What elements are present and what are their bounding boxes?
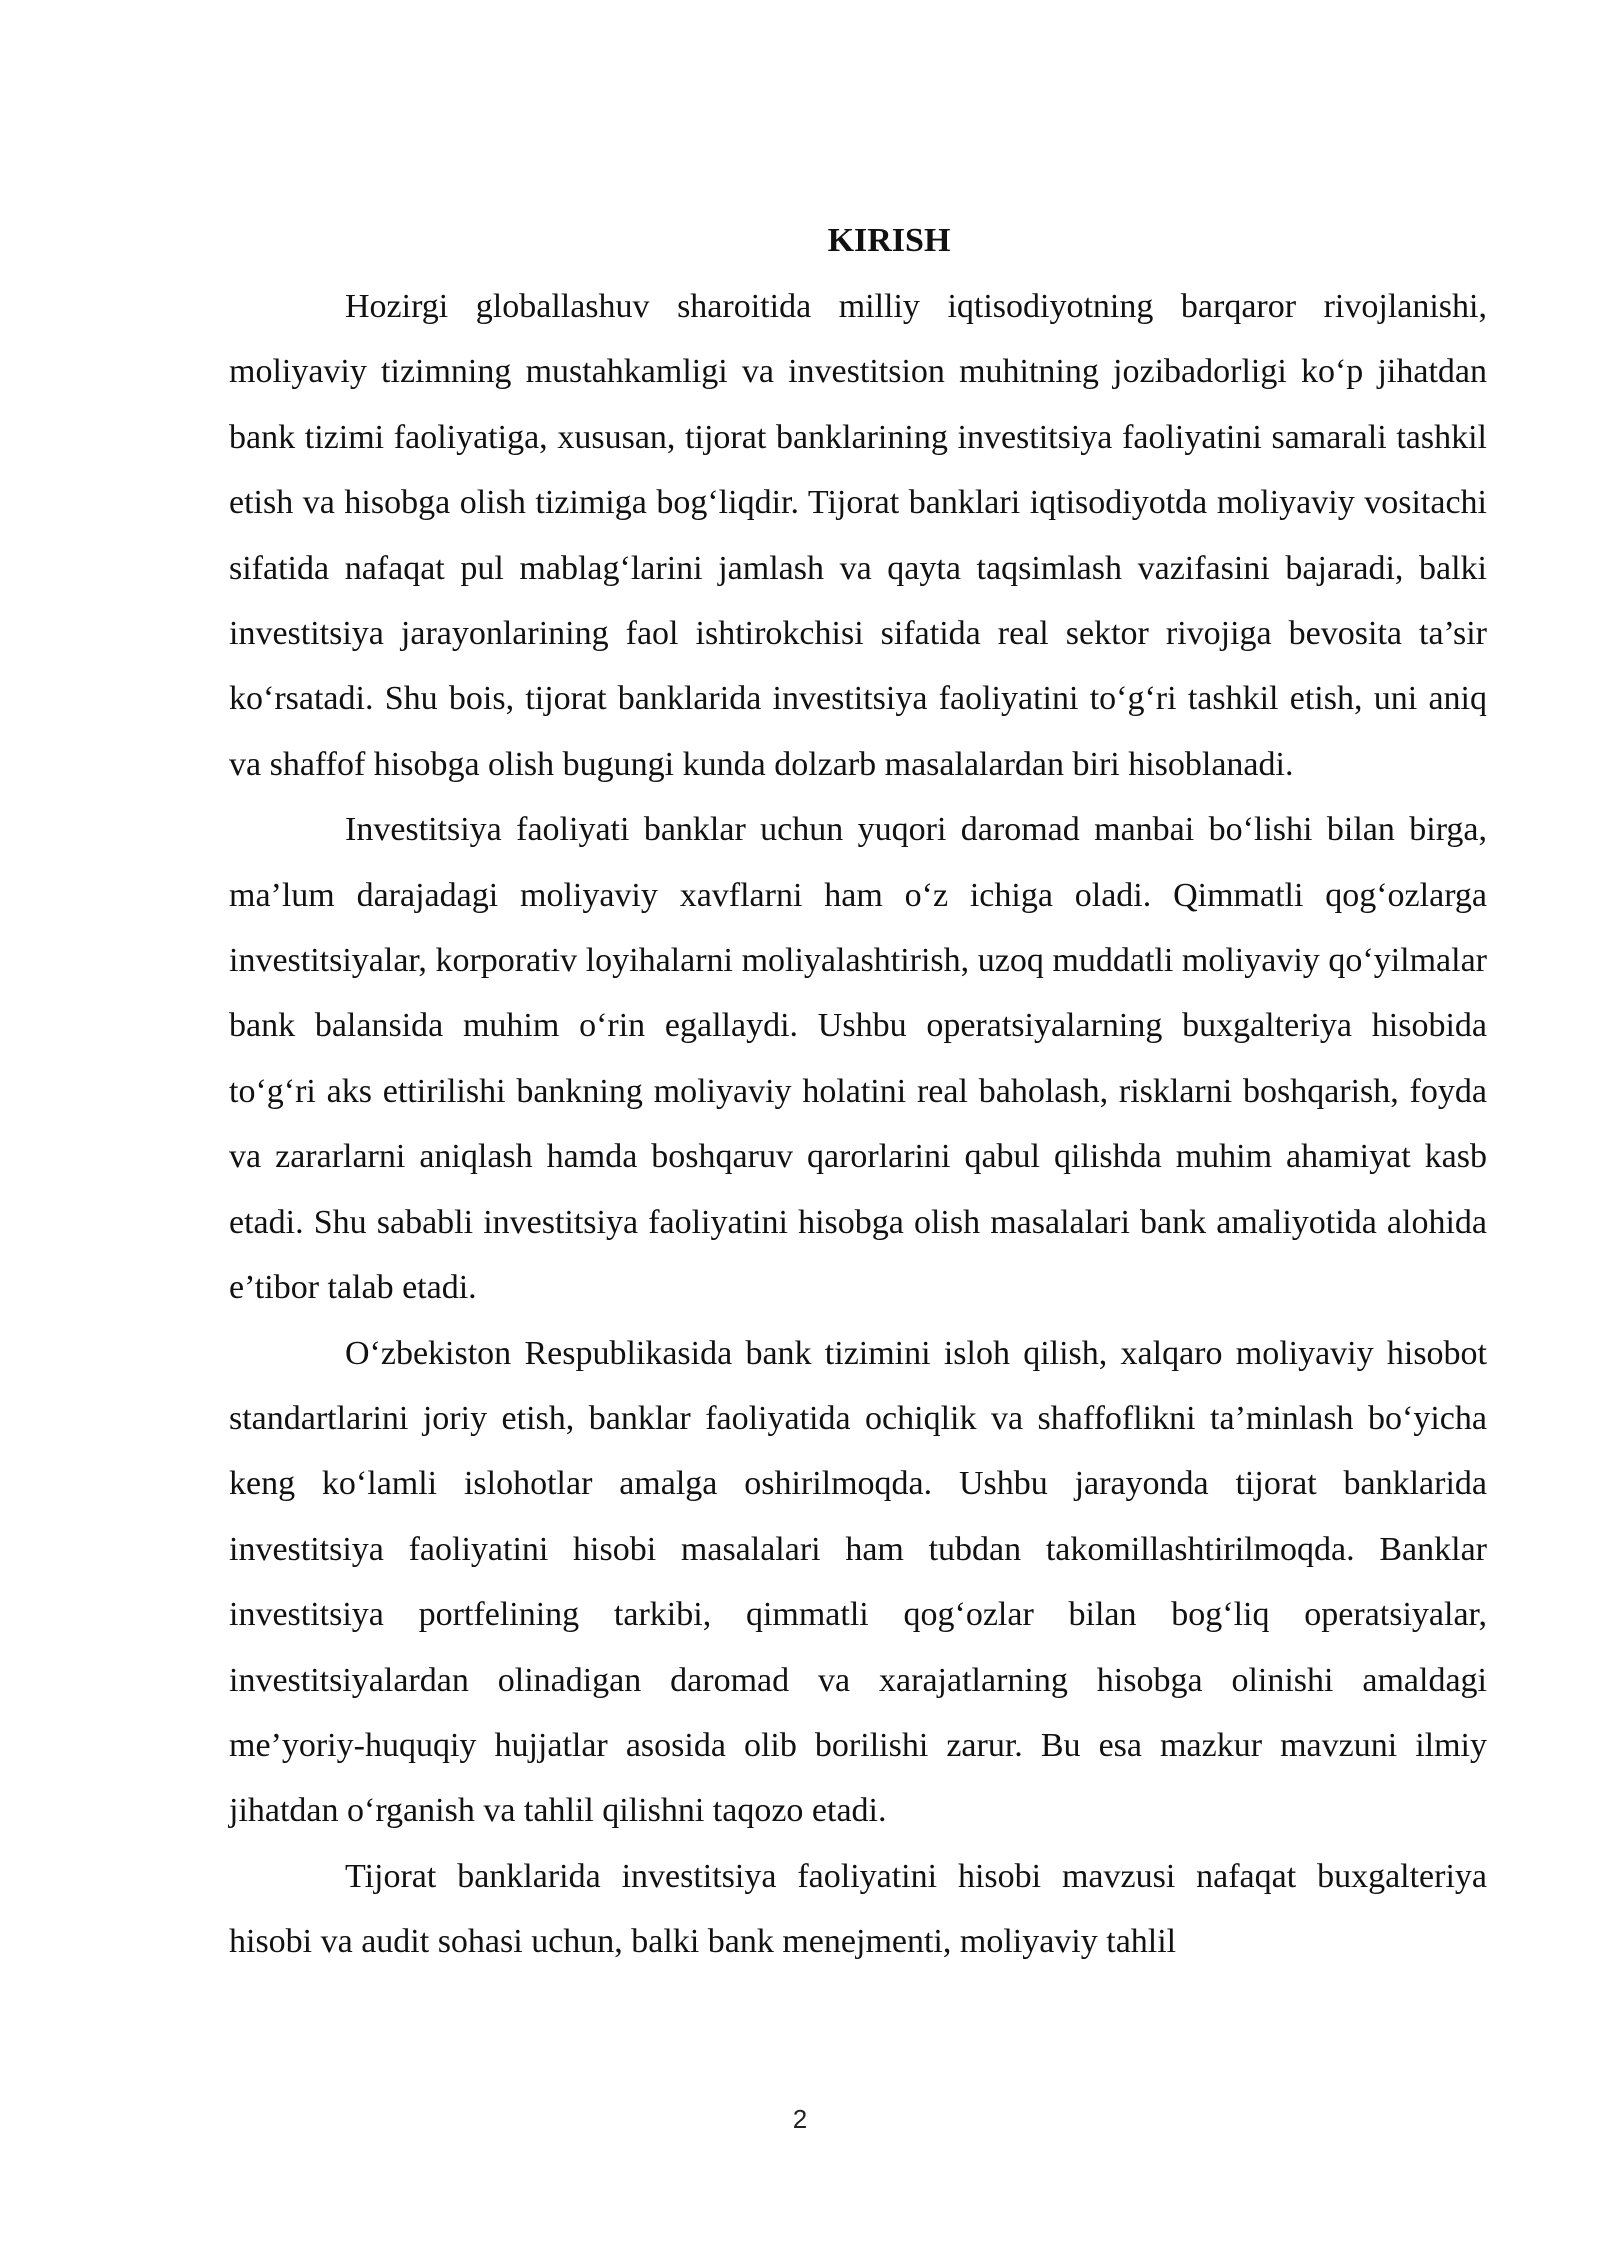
paragraph-4: Tijorat banklarida investitsiya faoliyatini hisobi mavzusi nafaqat buxgalteriya hisobi va audit sohasi uchun, balki bank menejmenti, moliyaviy tahlil bbox=[229, 1857, 1487, 1961]
page-content bbox=[229, 208, 1487, 1975]
paragraph-2: Investitsiya faoliyati banklar uchun yuqori daromad manbai bo‘lishi bilan birga, ma’lum darajadagi moliyaviy xavflarni ham o‘z ichiga oladi. Qimmatli qog‘ozlarga investitsiyalar, korporativ loyihalarni moliyalashtirish, uzoq muddatli moliyaviy qo‘yilmalar bank balansida muhim o‘rin egallaydi. Ushbu operatsiyalarning buxgalteriya hisobida to‘g‘ri aks ettirilishi bankning moliyaviy holatini real baholash, risklarni boshqarish, foyda va zararlarni aniqlash hamda boshqaruv qarorlarini qabul qilishda muhim ahamiyat kasb etadi. Shu sababli investitsiya faoliyatini hisobga olish masalalari bank amaliyotida alohida e’tibor talab etadi. bbox=[229, 811, 1487, 1307]
page-number: 2 bbox=[792, 2104, 808, 2134]
paragraph-3: O‘zbekiston Respublikasida bank tizimini isloh qilish, xalqaro moliyaviy hisobot standartlarini joriy etish, banklar faoliyatida ochiqlik va shaffoflikni ta’minlash bo‘yicha keng ko‘lamli islohotlar amalga oshirilmoqda. Ushbu jarayonda tijorat banklarida investitsiya faoliyatini hisobi masalalari ham tubdan takomillashtirilmoqda. Banklar investitsiya portfelining tarkibi, qimmatli qog‘ozlar bilan bog‘liq operatsiyalar, investitsiyalardan olinadigan daromad va xarajatlarning hisobga olinishi amaldagi me’yoriy-huquqiy hujjatlar asosida olib borilishi zarur. Bu esa mazkur mavzuni ilmiy jihatdan o‘rganish va tahlil qilishni taqozo etadi. bbox=[229, 1334, 1487, 1830]
paragraph-1: Hozirgi globallashuv sharoitida milliy iqtisodiyotning barqaror rivojlanishi, moliyaviy tizimning mustahkamligi va investitsion muhitning jozibadorligi ko‘p jihatdan bank tizimi faoliyatiga, xususan, tijorat banklarining investitsiya faoliyatini samarali tashkil etish va hisobga olish tizimiga bog‘liqdir. Tijorat banklari iqtisodiyotda moliyaviy vositachi sifatida nafaqat pul mablag‘larini jamlash va qayta taqsimlash vazifasini bajaradi, balki investitsiya jarayonlarining faol ishtirokchisi sifatida real sektor rivojiga bevosita ta’sir ko‘rsatadi. Shu bois, tijorat banklarida investitsiya faoliyatini to‘g‘ri tashkil etish, uni aniq va shaffof hisobga olish bugungi kunda dolzarb masalalardan biri hisoblanadi. bbox=[229, 288, 1487, 783]
section-heading: KIRISH bbox=[827, 222, 951, 259]
